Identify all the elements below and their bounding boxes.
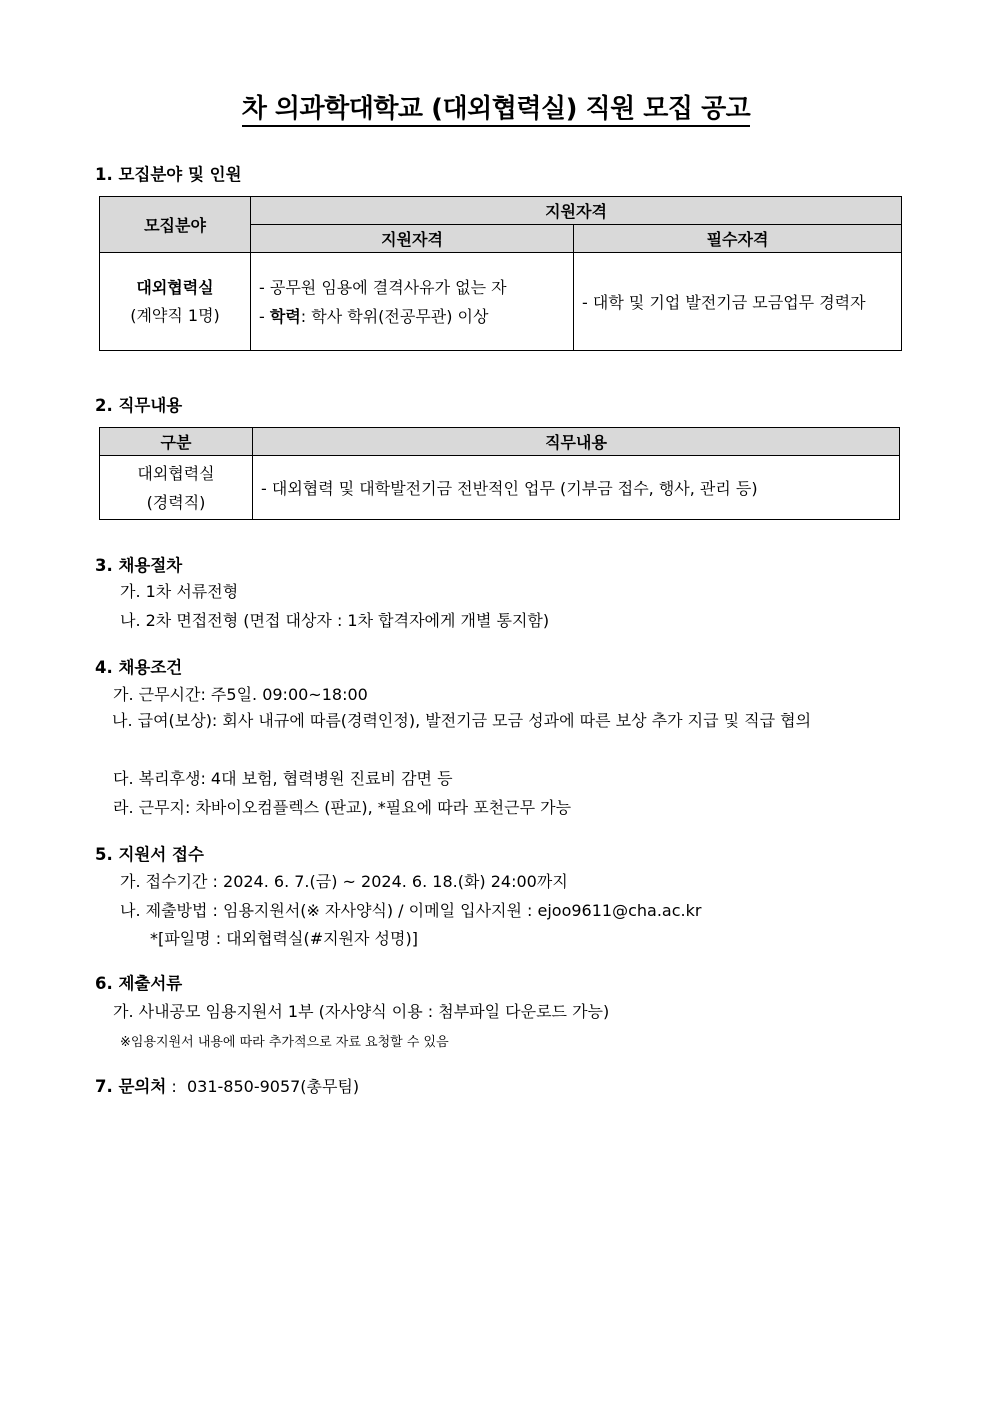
field-detail: (계약직 1명) — [130, 305, 220, 325]
page-title: 차 의과학대학교 (대외협력실) 직원 모집 공고 — [0, 88, 992, 125]
condition-item: 가. 근무시간: 주5일. 09:00~18:00 — [113, 685, 368, 704]
contact-number: : 031-850-9057(총무팀) — [166, 1077, 360, 1096]
field-cell — [100, 253, 251, 351]
header-qualification: 지원자격 — [251, 197, 902, 225]
section-4-heading: 4. 채용조건 — [95, 658, 183, 677]
document-item: 가. 사내공모 임용지원서 1부 (자사양식 이용 : 첨부파일 다운로드 가능) — [113, 1002, 610, 1021]
file-name-note: *[파일명 : 대외협력실(#지원자 성명)] — [150, 929, 418, 948]
qualification-cell — [251, 253, 574, 351]
application-item: 가. 접수기간 : 2024. 6. 7.(금) ~ 2024. 6. 18.(화) 24:00까지 — [120, 872, 568, 891]
header-sub-qualification: 지원자격 — [251, 225, 574, 253]
recruitment-table — [99, 196, 902, 351]
application-item: 나. 제출방법 : 임용지원서(※ 자사양식) / 이메일 입사지원 : ejoo9611@cha.ac.kr — [120, 901, 702, 920]
category-line-1: 대외협력실 — [137, 463, 215, 483]
duty-table — [99, 427, 900, 520]
procedure-item: 가. 1차 서류전형 — [120, 582, 239, 601]
section-6-heading: 6. 제출서류 — [95, 974, 183, 993]
section-5-heading: 5. 지원서 접수 — [95, 845, 204, 864]
section-3-heading: 3. 채용절차 — [95, 556, 183, 575]
section-7-heading: 7. 문의처 — [95, 1077, 167, 1096]
qualification-1: - 공무원 임용에 결격사유가 없는 자 — [259, 277, 507, 297]
required-cell: - 대학 및 기업 발전기금 모금업무 경력자 — [574, 253, 902, 351]
document-note: ※임용지원서 내용에 따라 추가적으로 자료 요청할 수 있음 — [120, 1035, 449, 1050]
field-name: 대외협력실 — [136, 277, 214, 297]
condition-item: 다. 복리후생: 4대 보험, 협력병원 진료비 감면 등 — [113, 769, 453, 788]
procedure-item: 나. 2차 면접전형 (면접 대상자 : 1차 합격자에게 개별 통지함) — [120, 611, 550, 630]
qualification-2: - 학력: 학사 학위(전공무관) 이상 — [259, 306, 489, 326]
condition-item: 나. 급여(보상): 회사 내규에 따름(경력인정), 발전기금 모금 성과에 따른 보상 추가 지급 및 직급 협의 — [112, 711, 812, 730]
header-field: 모집분야 — [100, 197, 251, 253]
section-2-heading: 2. 직무내용 — [95, 396, 183, 415]
header-duty: 직무내용 — [253, 428, 900, 456]
header-required: 필수자격 — [574, 225, 902, 253]
section-1-heading: 1. 모집분야 및 인원 — [95, 165, 242, 184]
category-line-2: (경력직) — [146, 492, 206, 512]
contact-line — [95, 1073, 359, 1097]
header-category: 구분 — [100, 428, 253, 456]
category-cell — [100, 456, 253, 520]
duty-cell: - 대외협력 및 대학발전기금 전반적인 업무 (기부금 접수, 행사, 관리 등) — [253, 456, 900, 520]
condition-item: 라. 근무지: 차바이오컴플렉스 (판교), *필요에 따라 포천근무 가능 — [113, 798, 572, 817]
